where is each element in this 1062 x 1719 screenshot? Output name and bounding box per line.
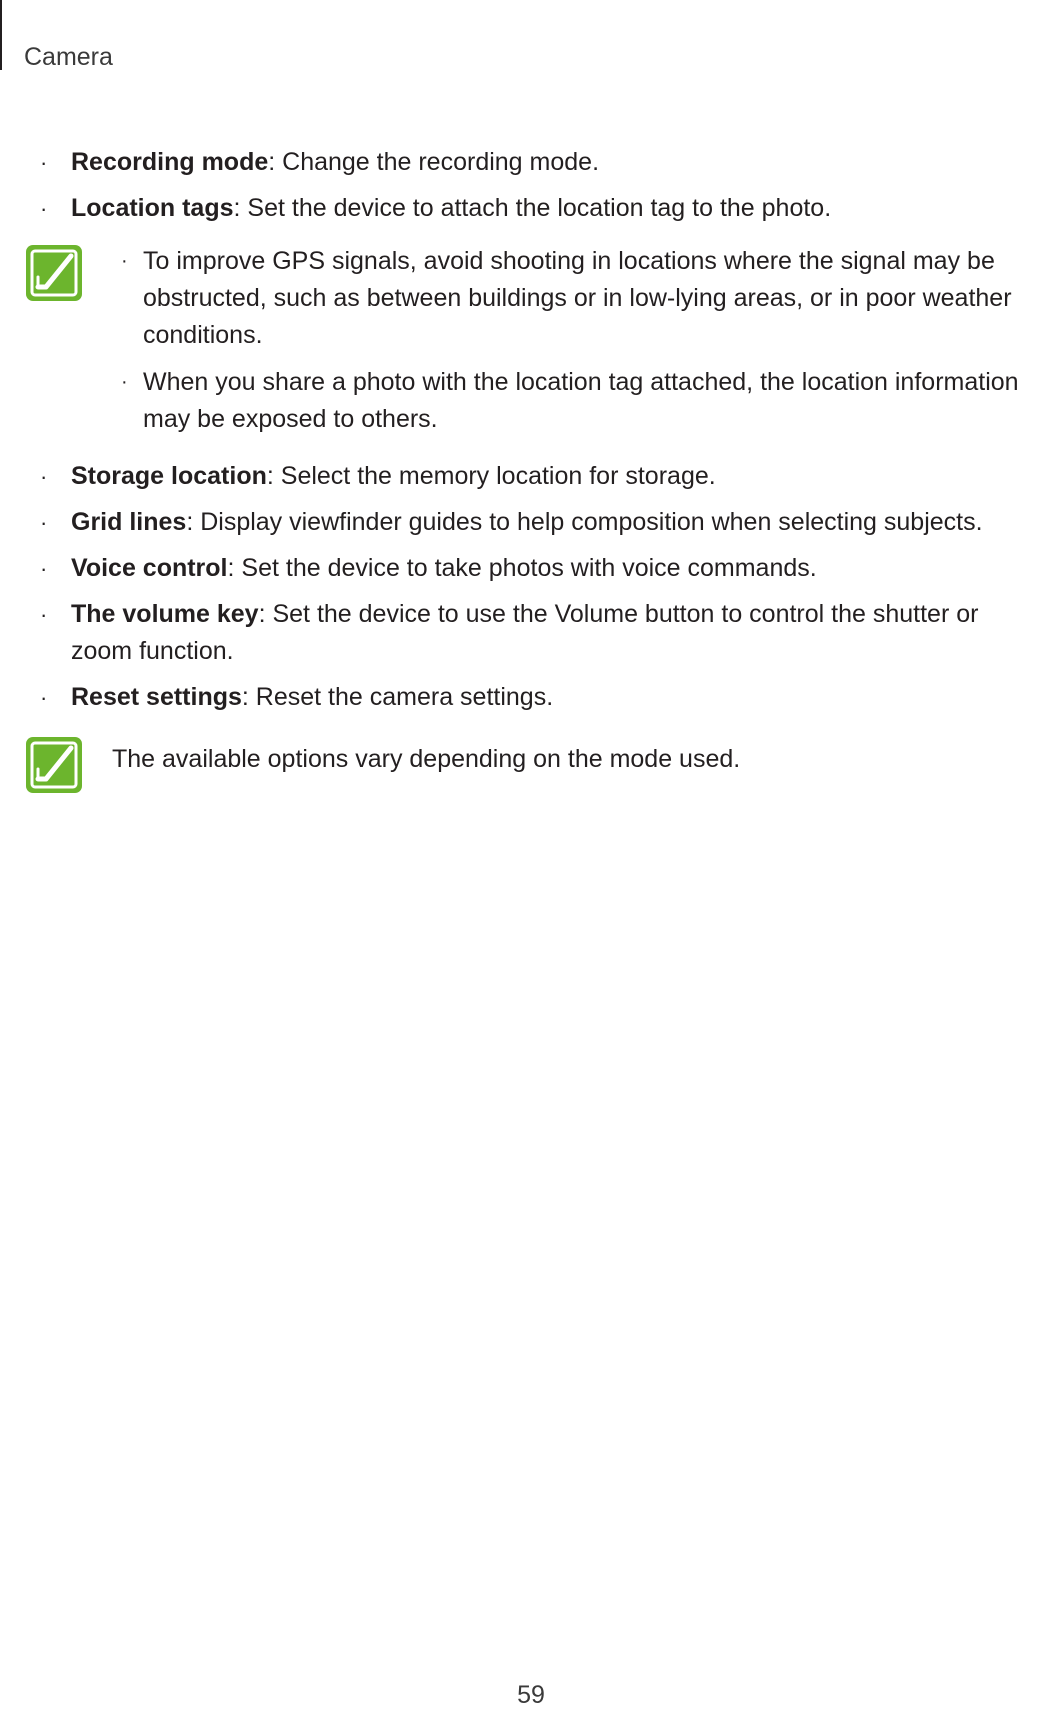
- note-item-text: To improve GPS signals, avoid shooting in locations where the signal may be obstructed, such as between buildings or in low-lying areas, or in poor weather conditions.: [143, 247, 1012, 349]
- list-item-volume-key: [0, 596, 1062, 670]
- item-description: : Set the device to attach the location tag to the photo.: [233, 194, 832, 222]
- bullet-dot: ·: [40, 685, 48, 710]
- item-term: The volume key: [71, 600, 259, 628]
- page-number: 59: [517, 1681, 545, 1709]
- item-term: Grid lines: [71, 508, 187, 536]
- item-term: Reset settings: [71, 683, 242, 711]
- settings-list-b: [0, 458, 1062, 725]
- item-term: Voice control: [71, 554, 228, 582]
- item-term: Recording mode: [71, 148, 269, 176]
- list-item-location-tags: [0, 190, 1062, 227]
- bullet-dot: ·: [121, 371, 128, 393]
- settings-list-a: [0, 144, 1062, 236]
- bullet-dot: ·: [40, 196, 48, 221]
- item-description: : Set the device to use the Volume button to control the shutter or zoom function.: [71, 600, 979, 665]
- item-description: : Change the recording mode.: [268, 148, 600, 176]
- list-item-storage-location: [0, 458, 1062, 495]
- list-item-reset-settings: [0, 679, 1062, 716]
- item-description: : Display viewfinder guides to help composition when selecting subjects.: [186, 508, 983, 536]
- bullet-dot: ·: [40, 150, 48, 175]
- item-description: : Set the device to take photos with voice commands.: [227, 554, 817, 582]
- note-item-gps: [0, 243, 1062, 354]
- bullet-dot: ·: [40, 602, 48, 627]
- item-description: : Reset the camera settings.: [241, 683, 554, 711]
- bullet-dot: ·: [40, 556, 48, 581]
- note-text: The available options vary depending on the mode used.: [112, 745, 741, 773]
- note-item-share: [0, 364, 1062, 438]
- header-rule: [0, 0, 2, 70]
- list-item-recording-mode: [0, 144, 1062, 181]
- item-term: Storage location: [71, 462, 267, 490]
- list-item-voice-control: [0, 550, 1062, 587]
- item-term: Location tags: [71, 194, 234, 222]
- note-item-text: When you share a photo with the location tag attached, the location information may be exposed to others.: [143, 368, 1019, 433]
- page-header-title: Camera: [24, 43, 113, 71]
- note-check-icon: [24, 735, 84, 795]
- item-description: : Select the memory location for storage.: [266, 462, 716, 490]
- bullet-dot: ·: [40, 510, 48, 535]
- list-item-grid-lines: [0, 504, 1062, 541]
- note-list: [0, 243, 1062, 448]
- bullet-dot: ·: [121, 250, 128, 272]
- bullet-dot: ·: [40, 464, 48, 489]
